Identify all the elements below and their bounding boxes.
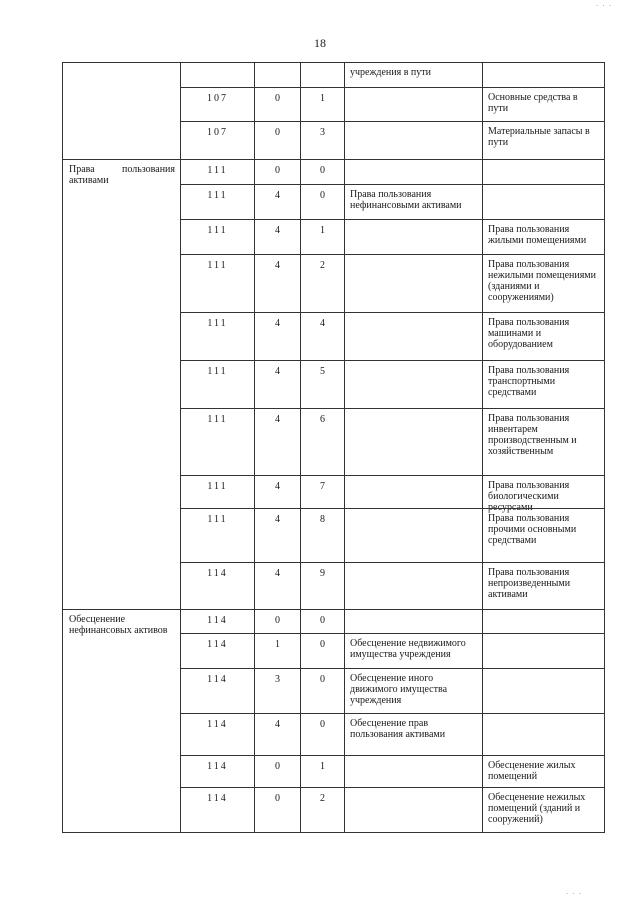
cell-group: 4 [254, 254, 300, 312]
cell-name [62, 87, 180, 121]
cell-account: 107 [180, 87, 254, 121]
cell-subgroup [344, 562, 482, 609]
cell-subtype [482, 713, 605, 755]
corner-mark-bottom: · · · [566, 890, 583, 898]
cell-subgroup: Права пользования нефинансовыми активами [344, 184, 482, 219]
cell-name [62, 360, 180, 408]
cell-account: 114 [180, 787, 254, 832]
table-row [62, 254, 605, 312]
cell-account: 107 [180, 121, 254, 159]
cell-type: 0 [300, 633, 344, 668]
cell-account: 111 [180, 360, 254, 408]
cell-subgroup [344, 609, 482, 633]
cell-subtype: Обесценение жилых помещений [482, 755, 605, 787]
cell-type: 1 [300, 87, 344, 121]
table-row [62, 87, 605, 121]
cell-type: 0 [300, 668, 344, 713]
cell-type: 3 [300, 121, 344, 159]
cell-subtype: Права пользования биологическими ресурсами [482, 475, 605, 508]
cell-subtype: Основные средства в пути [482, 87, 605, 121]
cell-type: 7 [300, 475, 344, 508]
cell-group: 4 [254, 562, 300, 609]
cell-subgroup: Обесценение прав пользования активами [344, 713, 482, 755]
cell-account: 111 [180, 159, 254, 184]
cell-type: 0 [300, 159, 344, 184]
cell-name [62, 62, 180, 87]
cell-account: 111 [180, 312, 254, 360]
cell-name [62, 254, 180, 312]
cell-name [62, 668, 180, 713]
cell-group: 0 [254, 755, 300, 787]
cell-subgroup [344, 87, 482, 121]
cell-type: 5 [300, 360, 344, 408]
table-row [62, 755, 605, 787]
cell-group: 3 [254, 668, 300, 713]
cell-group: 4 [254, 219, 300, 254]
cell-subtype [482, 62, 605, 87]
table-row [62, 159, 605, 184]
cell-name [62, 713, 180, 755]
cell-name [62, 475, 180, 508]
cell-group: 0 [254, 787, 300, 832]
cell-subgroup [344, 254, 482, 312]
cell-subtype [482, 633, 605, 668]
cell-account: 111 [180, 219, 254, 254]
table-bottom-border [62, 832, 605, 833]
cell-subtype [482, 609, 605, 633]
cell-subtype: Права пользования прочими основными средствами [482, 508, 605, 562]
cell-subtype [482, 159, 605, 184]
table-row [62, 609, 605, 636]
cell-account: 114 [180, 755, 254, 787]
cell-type: 1 [300, 755, 344, 787]
cell-subtype [482, 668, 605, 713]
cell-name: Обесценение нефинансовых активов [62, 609, 180, 633]
cell-type: 0 [300, 184, 344, 219]
cell-name [62, 219, 180, 254]
cell-group: 4 [254, 508, 300, 562]
cell-name [62, 562, 180, 609]
cell-subtype: Права пользования непроизведенными активами [482, 562, 605, 609]
cell-name: Права пользования активами [62, 159, 180, 184]
table-row [62, 408, 605, 475]
cell-account: 114 [180, 713, 254, 755]
cell-subgroup [344, 360, 482, 408]
cell-account: 111 [180, 408, 254, 475]
cell-type: 0 [300, 713, 344, 755]
table-row [62, 360, 605, 408]
cell-subgroup [344, 159, 482, 184]
accounts-table [62, 62, 605, 832]
cell-subgroup [344, 787, 482, 832]
cell-group: 4 [254, 475, 300, 508]
cell-account: 111 [180, 508, 254, 562]
cell-account: 114 [180, 633, 254, 668]
cell-subtype: Права пользования транспортными средствами [482, 360, 605, 408]
cell-subgroup [344, 408, 482, 475]
cell-subtype: Права пользования инвентарем производственным и хозяйственным [482, 408, 605, 475]
cell-subtype: Обесценение нежилых помещений (зданий и сооружений) [482, 787, 605, 832]
cell-group: 0 [254, 121, 300, 159]
table-row [62, 633, 605, 668]
table-row [62, 508, 605, 562]
cell-group: 0 [254, 87, 300, 121]
cell-subtype: Права пользования машинами и оборудованием [482, 312, 605, 360]
table-row [62, 713, 605, 755]
table-row [62, 312, 605, 360]
cell-group: 4 [254, 312, 300, 360]
cell-group: 0 [254, 159, 300, 184]
cell-type: 6 [300, 408, 344, 475]
table-row [62, 184, 605, 219]
cell-account: 114 [180, 668, 254, 713]
cell-name [62, 633, 180, 668]
cell-subgroup [344, 312, 482, 360]
cell-subgroup [344, 475, 482, 508]
cell-subtype [482, 184, 605, 219]
cell-subgroup [344, 755, 482, 787]
cell-type: 2 [300, 254, 344, 312]
table-row [62, 121, 605, 159]
cell-group: 0 [254, 609, 300, 633]
cell-name [62, 787, 180, 832]
cell-name [62, 121, 180, 159]
page-number: 18 [314, 36, 326, 50]
cell-subgroup: Обесценение недвижимого имущества учреждения [344, 633, 482, 668]
cell-name [62, 408, 180, 475]
cell-type: 4 [300, 312, 344, 360]
cell-subgroup: Обесценение иного движимого имущества учреждения [344, 668, 482, 713]
cell-subgroup [344, 219, 482, 254]
cell-type: 2 [300, 787, 344, 832]
cell-account: 111 [180, 254, 254, 312]
table-row [62, 62, 605, 87]
cell-account: 114 [180, 609, 254, 633]
cell-group: 4 [254, 713, 300, 755]
cell-account [180, 62, 254, 87]
cell-account: 114 [180, 562, 254, 609]
cell-group: 4 [254, 408, 300, 475]
table-row [62, 668, 605, 713]
cell-name [62, 184, 180, 219]
corner-mark-top: · · · [596, 2, 613, 10]
cell-group: 4 [254, 360, 300, 408]
cell-subgroup: учреждения в пути [344, 62, 482, 87]
cell-subtype: Права пользования жилыми помещениями [482, 219, 605, 254]
cell-account: 111 [180, 184, 254, 219]
cell-subgroup [344, 121, 482, 159]
cell-group: 4 [254, 184, 300, 219]
cell-subgroup [344, 508, 482, 562]
cell-name [62, 755, 180, 787]
table-row [62, 787, 605, 832]
cell-type: 9 [300, 562, 344, 609]
table-row [62, 475, 605, 513]
cell-name [62, 312, 180, 360]
cell-type: 8 [300, 508, 344, 562]
cell-type: 0 [300, 609, 344, 633]
cell-name [62, 508, 180, 562]
table-row [62, 219, 605, 254]
cell-group: 1 [254, 633, 300, 668]
cell-subtype: Материальные запасы в пути [482, 121, 605, 159]
cell-subtype: Права пользования нежилыми помещениями (зданиями и сооружениями) [482, 254, 605, 312]
cell-type [300, 62, 344, 87]
cell-type: 1 [300, 219, 344, 254]
cell-group [254, 62, 300, 87]
table-row [62, 562, 605, 609]
cell-account: 111 [180, 475, 254, 508]
